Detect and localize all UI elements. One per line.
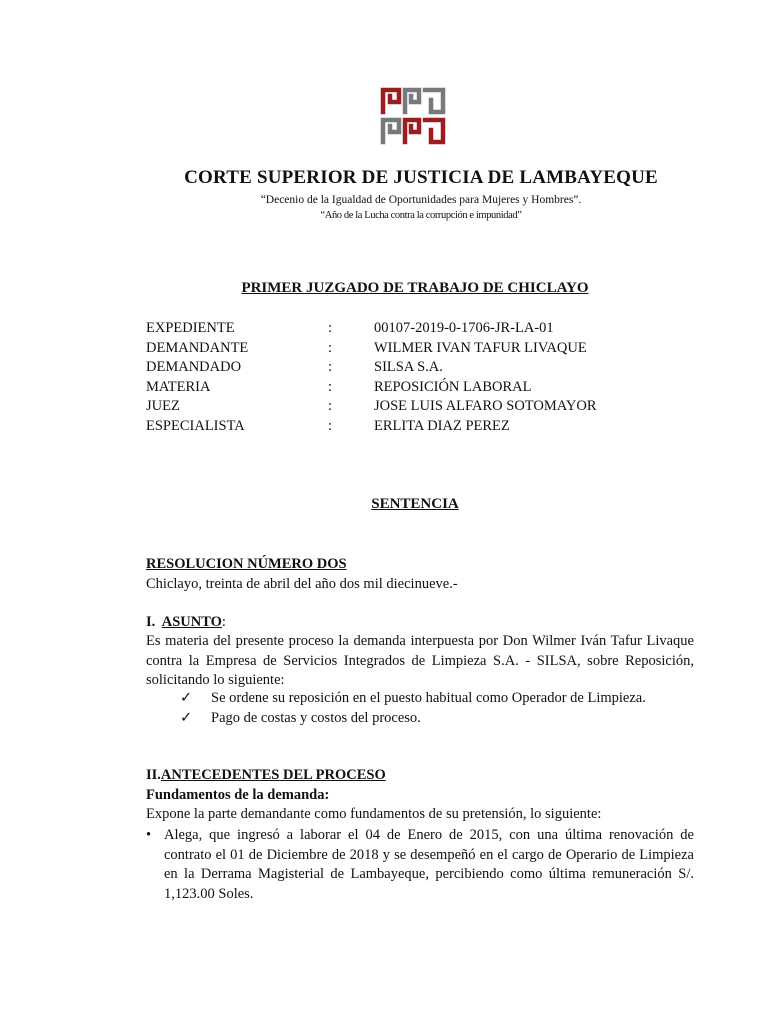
list-item-text: Se ordene su reposición en el puesto habitual como Operador de Limpieza.: [211, 690, 646, 706]
case-label: JUEZ: [146, 398, 180, 414]
case-value: REPOSICIÓN LABORAL: [374, 378, 532, 395]
section-1-number: I.: [146, 614, 156, 630]
case-value: SILSA S.A.: [374, 359, 443, 375]
logo-block-bottom-right: [425, 120, 443, 142]
bullet-icon: •: [146, 827, 152, 843]
case-separator: :: [328, 378, 333, 395]
section-1-heading: [146, 614, 226, 631]
logo-block-top-center: [405, 90, 419, 112]
court-name: PRIMER JUZGADO DE TRABAJO DE CHICLAYO: [241, 280, 589, 296]
section-1-colon: :: [221, 614, 226, 630]
case-separator: :: [328, 339, 333, 356]
list-item-text: Pago de costas y costos del proceso.: [211, 710, 421, 726]
case-label: DEMANDADO: [146, 359, 242, 375]
case-separator: :: [328, 417, 333, 434]
case-label: MATERIA: [146, 378, 211, 395]
section-2-subtitle: Fundamentos de la demanda:: [146, 787, 330, 803]
case-separator: :: [328, 359, 333, 375]
case-value: JOSE LUIS ALFARO SOTOMAYOR: [374, 398, 597, 414]
section-1-title: ASUNTO: [161, 614, 222, 630]
court-title: CORTE SUPERIOR DE JUSTICIA DE LAMBAYEQUE: [184, 167, 658, 188]
document-type-heading: SENTENCIA: [371, 496, 459, 512]
case-value: WILMER IVAN TAFUR LIVAQUE: [374, 339, 587, 356]
checkmark-icon: ✓: [180, 710, 193, 726]
motto-year: “Año de la Lucha contra la corrupción e impunidad”: [320, 210, 522, 221]
section-2-intro: Expone la parte demandante como fundamentos de su pretensión, lo siguiente:: [146, 806, 602, 822]
resolution-date: Chiclayo, treinta de abril del año dos mil diecinueve.-: [146, 576, 458, 592]
logo-block-bottom-left: [383, 120, 399, 142]
case-value: 00107-2019-0-1706-JR-LA-01: [374, 320, 554, 336]
case-label: ESPECIALISTA: [146, 417, 245, 434]
logo-block-bottom-center: [405, 120, 419, 142]
case-label: DEMANDANTE: [146, 339, 249, 356]
case-separator: :: [328, 320, 333, 336]
section-1-paragraph: Es materia del presente proceso la demanda interpuesta por Don Wilmer Iván Tafur Livaque contra la Empresa de Servicios Integrados de Limpieza S.A. - SILSA, sobre Reposición, solicitando lo siguiente:: [146, 633, 694, 688]
case-label: EXPEDIENTE: [146, 320, 235, 336]
section-2-heading: [146, 767, 386, 784]
logo-block-top-right: [425, 90, 443, 112]
list-item-text: Alega, que ingresó a laborar el 04 de Enero de 2015, con una última renovación de contrato el 01 de Diciembre de 2018 y se desempeñó en el cargo de Operario de Limpieza en la Derrama Magisterial de Lambayeque, percibiendo como última remuneración S/. 1,123.00 Soles.: [164, 827, 694, 902]
resolution-title: RESOLUCION NÚMERO DOS: [146, 556, 347, 572]
checkmark-icon: ✓: [180, 690, 193, 706]
court-logo: [379, 86, 449, 146]
case-separator: :: [328, 398, 333, 414]
motto-decade: “Decenio de la Igualdad de Oportunidades para Mujeres y Hombres”.: [260, 194, 582, 206]
section-2-title: ANTECEDENTES DEL PROCESO: [160, 767, 386, 783]
case-value: ERLITA DIAZ PEREZ: [374, 417, 510, 434]
section-2-number: II.: [146, 767, 161, 783]
logo-block-top-left: [383, 90, 399, 112]
